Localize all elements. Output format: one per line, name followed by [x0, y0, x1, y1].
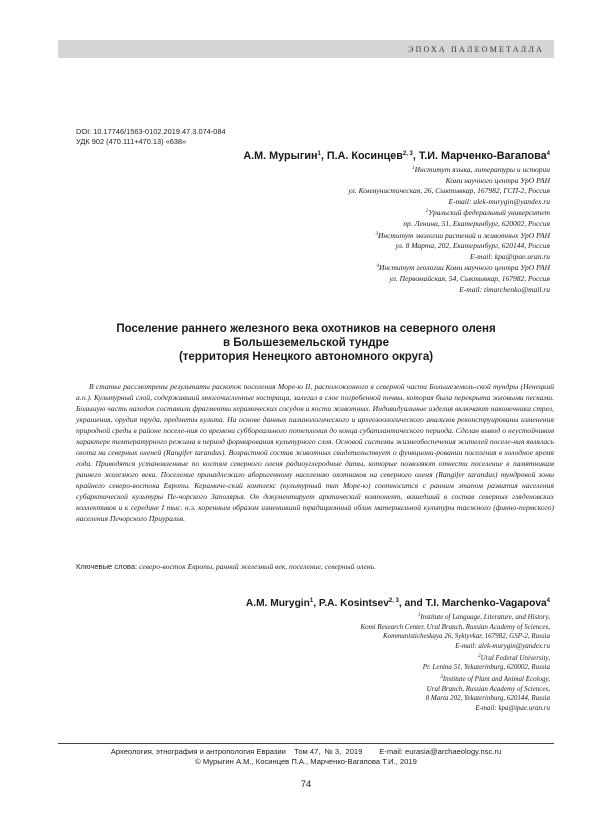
en-affil-line: Pr. Lenina 51, Yekaterinburg, 620002, Russia — [422, 663, 550, 672]
ru-author-1-sup: 1 — [317, 151, 321, 157]
en-affil-line — [360, 652, 550, 664]
ru-author-2: , П.А. Косинцев — [320, 150, 403, 162]
en-affil-line: Komi Research Center, Ural Branch, Russian Academy of Sciences, — [360, 622, 550, 631]
en-affil-sup: 3 — [440, 674, 443, 680]
ru-affil-line — [348, 207, 550, 219]
en-affil-sup: 2 — [478, 653, 481, 659]
abstract: В статье рассмотрены результаты раскопок поселения Море-ю II, расположенного в северной части Большеземель-ской тундры (Ненецкий а.о.). Культурный слой, содержавший многочисленные кострища, залегал в слое погребенной почвы, которая была перекрыта эоловыми песками. Большую часть находок составили фрагменты керамических сосудов и кости животных. Индивидуальные изделия включают наконечники стрел, украшения, орудия труда, предметы культа. На основе данных палинологического и археозоологического анализов реконструированы изменения природной среды в районе поселе-ния со времени суббореального потепления до конца субатлантического периода. Сделан вывод о неустойчивом характере температурного режима в период формирования культурного слоя. Основой системы жизнеобеспечения жителей поселе-ния являлась охота на северных оленей (Rangifer tarandus). Возрастной состав животных свидетельствует о функциони-ровании поселения в холодное время года. Приводятся установленные по костям северного оленя радиоуглеродные даты, которые позволяют отнести поселение к памятникам раннего железного века. Поселение принадлежало аборигенному населению охотников на северного оленя (Rangifer tarandus) тундровой зоны крайнего северо-востока Европы. Керамиче-ский комплекс (культурный тип Море-ю) соотносится с ранним этапом развития населения субарктической культуры Пе-чорского Заполярья. Он документирует арктический компонент, вошедший в состав северных гляденовских коллективов и к середине I тыс. н.э. коренным образом изменивший традиционный облик материальной культуры таежного (финно-пермского) населения Печорского Приуралья. — [76, 382, 554, 523]
en-author-2: , P.A. Kosintsev — [313, 598, 389, 609]
ru-affil-line: ул. Коммунистическая, 26, Сыктывкар, 167982, ГСП-2, Россия — [348, 186, 550, 196]
ru-affil-text: Институт языка, литературы и истории — [414, 165, 550, 174]
en-affil-line: Ural Branch, Russian Academy of Sciences, — [426, 684, 550, 693]
en-authors — [246, 598, 550, 609]
en-author-3: , and T.I. Marchenko-Vagapova — [398, 598, 547, 609]
en-affil-text: Institute of Language, Literature, and History, — [420, 613, 550, 621]
ru-affil-sup: 1 — [412, 166, 415, 171]
ru-affil-email: E-mail: kpa@ipae.uran.ru — [469, 251, 550, 261]
ru-author-3-sup: 4 — [546, 151, 550, 157]
en-affil-line: Kommunisticheskaya 26, Syktyvkar, 167982, GSP-2, Russia — [383, 632, 550, 641]
en-affil-line — [360, 611, 550, 623]
copyright: © Мурыгин А.М., Косинцев П.А., Марченко-Вагапова Т.И., 2019 — [195, 757, 417, 766]
ru-author-1: А.М. Мурыгин — [243, 150, 318, 162]
page-number: 74 — [300, 779, 312, 790]
title-line: (территория Ненецкого автономного округа) — [178, 351, 434, 363]
keywords — [76, 562, 376, 571]
section-header: ЭПОХА ПАЛЕОМЕТАЛЛА — [408, 44, 544, 54]
ru-affil-sup: 2 — [425, 209, 429, 215]
ru-affil-line — [348, 262, 550, 274]
keywords-label: Ключевые слова: — [76, 562, 138, 571]
ru-author-3: , Т.И. Марченко-Вагапова — [412, 150, 547, 162]
journal-info: Археология, этнография и антропология Евразии Том 47, № 3, 2019 E-mail: eurasia@archaeology.nsc.ru — [110, 747, 502, 756]
en-affil-email: E-mail: kpa@ipae.uran.ru — [475, 703, 550, 712]
doi: DOI: 10.17746/1563-0102.2019.47.3.074-084 — [76, 127, 226, 136]
en-affil-email: E-mail: alek-murygin@yandex.ru — [455, 641, 550, 650]
ru-affil-text: Уральский федеральный университет — [428, 208, 550, 218]
ru-affil-email: E-mail: timarchenko@mail.ru — [459, 284, 550, 294]
en-affiliations — [360, 611, 550, 714]
ru-affil-line — [348, 230, 550, 242]
ru-affil-text: Институт экологии растений и животных УрО РАН — [377, 230, 550, 240]
ru-affil-line: ул. Первомайская, 54, Сыктывкар, 167982, Россия — [389, 273, 550, 283]
ru-affil-line: ул. 8 Марта, 202, Екатеринбург, 620144, Россия — [395, 241, 550, 251]
ru-affil-email: E-mail: alek-murygin@yandex.ru — [448, 196, 550, 206]
en-author-2-sup: 2, 3 — [388, 598, 399, 604]
en-affil-text: Institute of Plant and Animal Ecology, — [442, 674, 550, 683]
en-author-1: A.M. Murygin — [245, 598, 310, 609]
title-line: в Большеземельской тундре — [223, 337, 389, 349]
keywords-text: северо-восток Европы, ранний железный век, поселение, северный олень. — [139, 562, 376, 571]
en-affil-sup: 1 — [417, 613, 421, 618]
title-line: Поселение раннего железного века охотников на северного оленя — [116, 323, 496, 335]
en-author-3-sup: 4 — [546, 598, 550, 604]
ru-affil-sup: 4 — [376, 264, 380, 270]
footer-divider — [58, 743, 554, 744]
en-affil-line — [360, 673, 550, 685]
en-author-1-sup: 1 — [309, 598, 314, 604]
ru-authors — [243, 150, 550, 162]
section-header-band — [58, 40, 554, 58]
udk: УДК 902 (470.111+470.13) «638» — [76, 137, 187, 146]
en-affil-line: 8 Marta 202, Yekaterinburg, 620144, Russia — [425, 694, 550, 703]
ru-author-2-sup: 2, 3 — [402, 151, 413, 157]
en-affil-text: Ural Federal University, — [480, 653, 550, 662]
article-title — [58, 322, 554, 364]
ru-affil-line: Коми научного центра УрО РАН — [445, 175, 550, 185]
ru-affil-line: пр. Ленина, 51, Екатеринбург, 620002, Россия — [403, 218, 550, 228]
ru-affil-text: Институт геологии Коми научного центра УрО РАН — [379, 263, 550, 273]
ru-affil-sup: 3 — [375, 231, 378, 237]
ru-affil-line — [348, 164, 550, 176]
ru-affiliations — [348, 164, 550, 295]
